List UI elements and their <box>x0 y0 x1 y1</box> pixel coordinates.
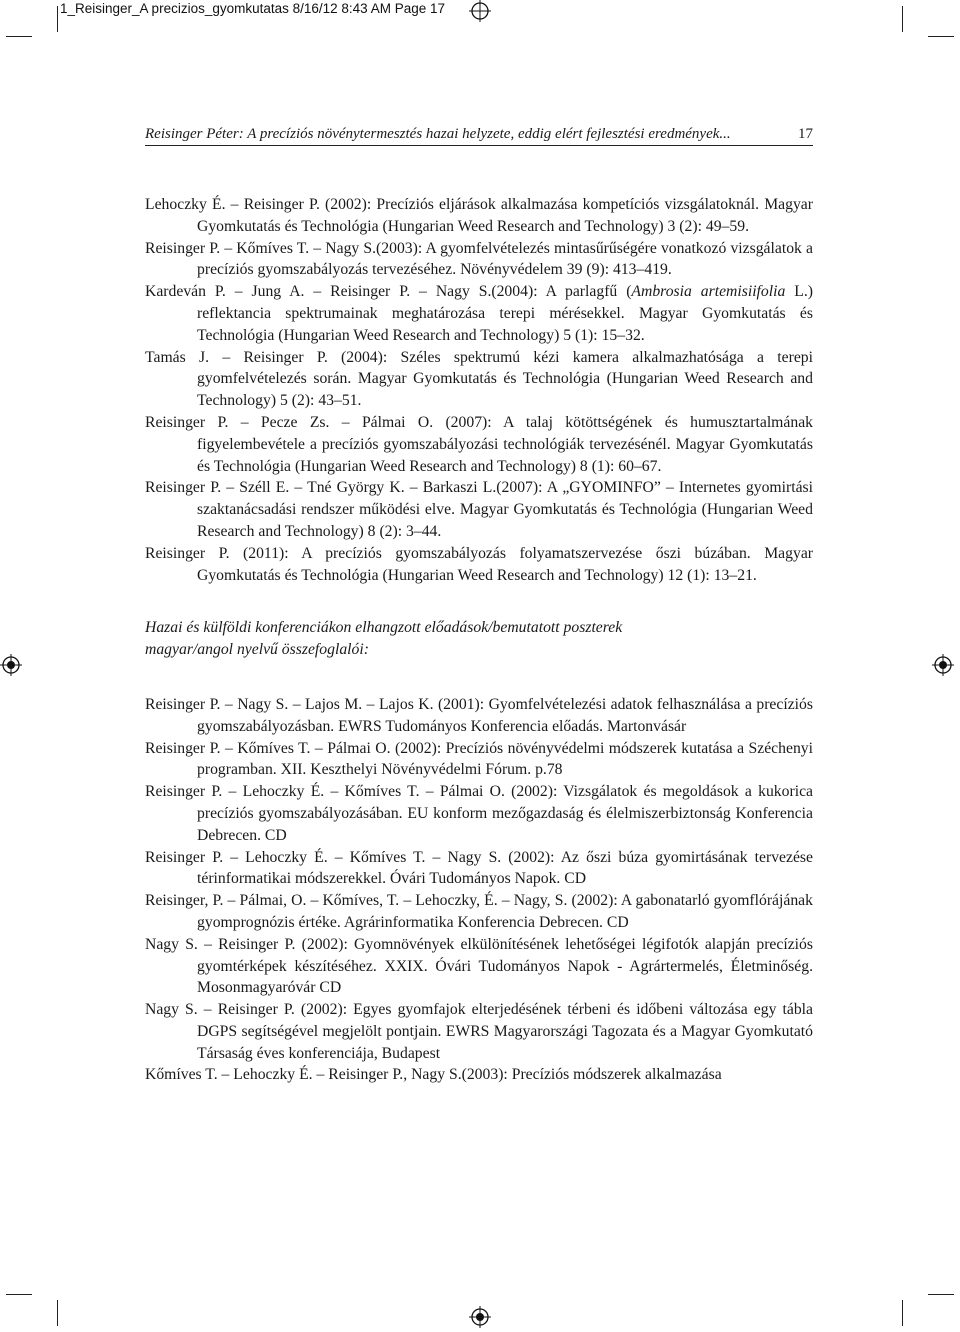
registration-mark-top-icon <box>469 0 491 22</box>
registration-mark-bottom-icon <box>469 1306 491 1328</box>
conference-item: Reisinger, P. – Pálmai, O. – Kőmíves, T. – Lehoczky, É. – Nagy, S. (2002): A gabonatarló gyomflórájának gyomprognózis értéke. Agrárinformatika Konferencia Debrecen. CD <box>145 892 813 931</box>
crop-mark-bottom-right <box>902 1300 903 1326</box>
running-head-title: Reisinger Péter: A precíziós növénytermesztés hazai helyzete, eddig elért fejlesztési eredmények... <box>145 126 731 142</box>
crop-mark-bottom-left-horizontal <box>6 1294 32 1295</box>
section-title <box>145 617 813 661</box>
reference-text: L.) reflektancia spektrumainak meghatározása terepi mérésekkel. Magyar Gyomkutatás és Technológia (Hungarian Weed Research and Technology) 5 (1): 15–32. <box>197 283 813 344</box>
crop-mark-bottom-left <box>57 1300 58 1326</box>
page-number: 17 <box>798 126 813 142</box>
reference-item: Tamás J. – Reisinger P. (2004): Széles spektrumú kézi kamera alkalmazhatósága a terepi gyomfelvételezés során. Magyar Gyomkutatás és Technológia (Hungarian Weed Research and Technology) 5 (2): 43–51. <box>145 348 813 410</box>
conference-item: Reisinger P. – Nagy S. – Lajos M. – Lajos K. (2001): Gyomfelvételezési adatok felhasználása a precíziós gyomszabályozásban. EWRS Tudományos Konferencia előadás. Martonvásár <box>145 695 813 735</box>
reference-species-name: Ambrosia artemisiifolia <box>631 283 786 301</box>
running-head <box>145 124 813 146</box>
conference-item: Nagy S. – Reisinger P. (2002): Egyes gyomfajok elterjedésének térbeni és időbeni változása egy tábla DGPS segítségével megjelölt pontjain. EWRS Magyarországi Tagozata és a Magyar Gyomkutató Társaság éves konferenciája, Budapest <box>145 1001 813 1062</box>
conference-list <box>145 694 813 1086</box>
conference-item: Reisinger P. – Kőmíves T. – Pálmai O. (2002): Precíziós növényvédelmi módszerek kutatása a Széchenyi programban. XII. Keszthelyi Növényvédelmi Fórum. p.78 <box>145 739 813 779</box>
page-body <box>145 194 813 1086</box>
reference-text: Kardeván P. – Jung A. – Reisinger P. – Nagy S.(2004): A parlagfű ( <box>145 283 632 301</box>
reference-item <box>145 281 813 346</box>
crop-mark-top-left <box>57 6 58 32</box>
section-title-line: Hazai és külföldi konferenciákon elhangzott előadások/bemutatott poszterek <box>145 619 623 637</box>
section-title-line: magyar/angol nyelvű összefoglalói: <box>145 641 369 659</box>
reference-item: Reisinger P. – Kőmíves T. – Nagy S.(2003): A gyomfelvételezés mintasűrűségére vonatkozó vizsgálatok a precíziós gyomszabályozás tervezéséhez. Növényvédelem 39 (9): 413–419. <box>145 239 813 279</box>
crop-mark-top-right-horizontal <box>928 36 954 37</box>
reference-item: Reisinger P. – Pecze Zs. – Pálmai O. (2007): A talaj kötöttségének és humusztartalmának figyelembevétele a precíziós gyomszabályozási technológiák tervezésénél. Magyar Gyomkutatás és Technológia (Hungarian Weed Research and Technology) 8 (1): 60–67. <box>145 413 813 475</box>
reference-item: Lehoczky É. – Reisinger P. (2002): Precíziós eljárások alkalmazása kompetíciós vizsgálatoknál. Magyar Gyomkutatás és Technológia (Hungarian Weed Research and Technology) 3 (2): 49–59. <box>145 196 813 235</box>
reference-item: Reisinger P. – Széll E. – Tné György K. – Barkaszi L.(2007): A „GYOMINFO” – Internetes gyomirtási szaktanácsadási rendszer működési elve. Magyar Gyomkutatás és Technológia (Hungarian Weed Research and Technology) 8 (2): 3–44. <box>145 479 813 540</box>
crop-mark-top-right <box>902 6 903 32</box>
crop-mark-bottom-right-horizontal <box>928 1294 954 1295</box>
reference-item: Reisinger P. (2011): A precíziós gyomszabályozás folyamatszervezése őszi búzában. Magyar Gyomkutatás és Technológia (Hungarian Weed Research and Technology) 12 (1): 13–21. <box>145 544 813 584</box>
registration-mark-left-icon <box>0 654 22 676</box>
conference-item: Reisinger P. – Lehoczky É. – Kőmíves T. – Pálmai O. (2002): Vizsgálatok és megoldások a kukorica precíziós gyomszabályozásában. EU konform mezőgazdaság és élelmiszerbiztonság Konferencia Debrecen. CD <box>145 783 813 844</box>
reference-list <box>145 194 813 586</box>
conference-item: Nagy S. – Reisinger P. (2002): Gyomnövények elkülönítésének lehetőségei légifotók alapján precíziós gyomtérképek készítéséhez. XXIX. Óvári Tudományos Napok - Agrártermelés, Életminőség. Mosonmagyaróvár CD <box>145 935 813 997</box>
registration-mark-right-icon <box>932 654 954 676</box>
print-slug: 1_Reisinger_A precizios_gyomkutatas 8/16/12 8:43 AM Page 17 <box>60 1 445 16</box>
conference-item: Kőmíves T. – Lehoczky É. – Reisinger P., Nagy S.(2003): Precíziós módszerek alkalmazása <box>145 1066 722 1084</box>
crop-mark-top-left-horizontal <box>6 36 32 37</box>
conference-item: Reisinger P. – Lehoczky É. – Kőmíves T. – Nagy S. (2002): Az őszi búza gyomirtásának tervezése térinformatikai módszerekkel. Óvári Tudományos Napok. CD <box>145 848 813 888</box>
